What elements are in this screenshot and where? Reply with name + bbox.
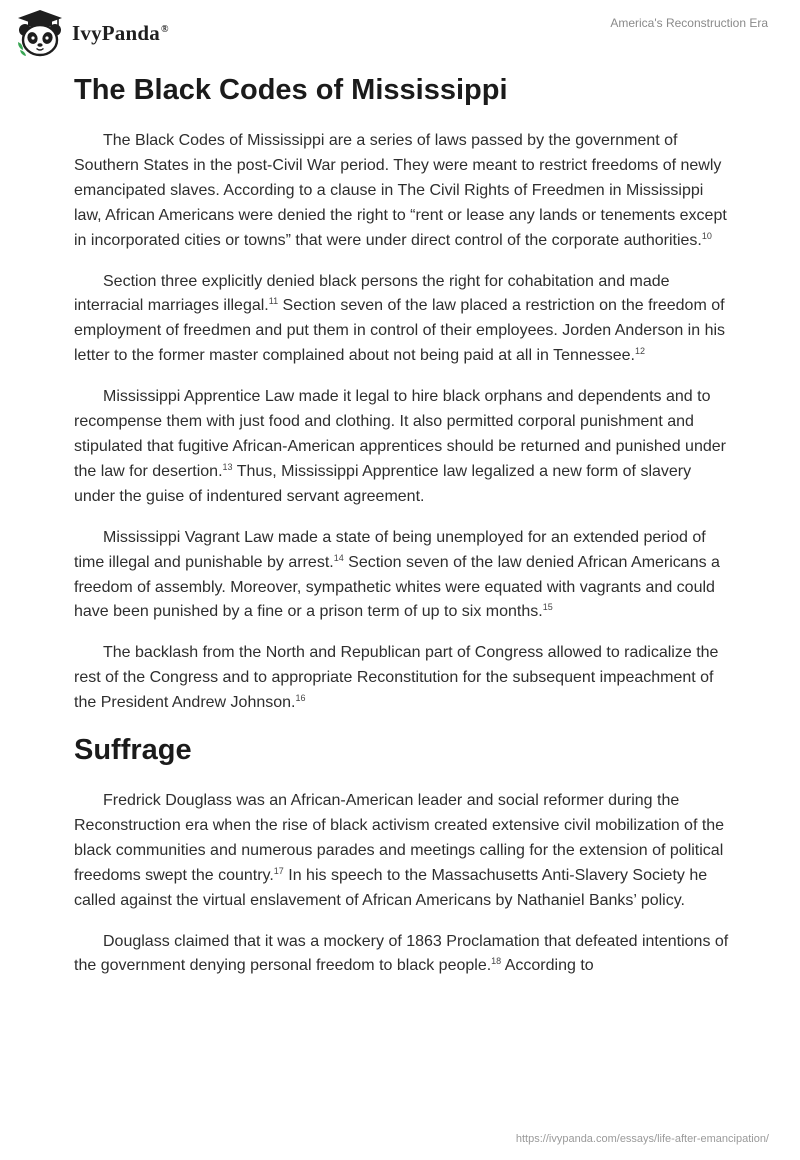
section-heading: The Black Codes of Mississippi <box>74 74 508 106</box>
paragraph-text: Douglass claimed that it was a mockery of 1863 Proclamation that defeated intentions of the government denying personal freedom to black people. <box>74 932 729 975</box>
paragraph <box>74 526 734 626</box>
section-heading: Suffrage <box>74 734 192 767</box>
panda-graduate-icon <box>14 8 66 58</box>
footnote-ref[interactable]: 16 <box>295 693 306 704</box>
paragraph <box>74 641 734 716</box>
source-url[interactable]: https://ivypanda.com/essays/life-after-emancipation/ <box>515 1133 769 1145</box>
essay-content <box>74 72 734 995</box>
paragraph-text: Section seven of the law placed a restriction on the freedom of employment of freedmen and put them in control of their employees. Jorden Anderson in his letter to the former master complained about not being paid at all in Tennessee. <box>74 297 726 365</box>
paragraph-text: Mississippi Vagrant Law made a state of being unemployed for an extended period of time illegal and punishable by arrest. <box>74 528 706 571</box>
paragraph-text: The backlash from the North and Republican part of Congress allowed to radicalize the rest of the Congress and to appropriate Reconstitution for the subsequent impeachment of the President Andrew Johnson. <box>74 644 719 712</box>
paragraph-text: The Black Codes of Mississippi are a series of laws passed by the government of Southern States in the post-Civil War period. They were meant to restrict freedoms of newly emancipated slaves. According to a clause in The Civil Rights of Freedmen in Mississippi law, African Americans were denied the right to “rent or lease any lands or tenements except in incorporated cities or towns” that were under direct control of the corporate authorities. <box>74 132 727 249</box>
footnote-ref[interactable]: 18 <box>491 956 502 967</box>
paragraph-text: Section three explicitly denied black persons the right for cohabitation and made interracial marriages illegal. <box>74 272 670 315</box>
ivypanda-logo[interactable] <box>14 8 169 58</box>
paragraph <box>74 930 734 980</box>
footnote-ref[interactable]: 17 <box>273 865 284 876</box>
paragraph-text: Mississippi Apprentice Law made it legal to hire black orphans and dependents and to recompense them with just food and clothing. It also permitted corporal punishment and stipulated that fugitive African-American apprentices should be returned and punished under the law for desertion. <box>74 388 726 480</box>
paragraph <box>74 789 734 914</box>
paragraph-text: Section seven of the law denied African Americans a freedom of assembly. Moreover, sympathetic whites were equated with vagrants and could have been punished by a fine or a prison term of up to six months. <box>74 553 720 621</box>
paragraph <box>74 129 734 254</box>
paragraph <box>74 270 734 370</box>
footnote-ref[interactable]: 12 <box>634 346 645 357</box>
paragraph-text: Thus, Mississippi Apprentice law legalized a new form of slavery under the guise of indentured servant agreement. <box>74 462 692 505</box>
footnote-ref[interactable]: 11 <box>268 296 279 307</box>
paragraph <box>74 385 734 510</box>
footnote-ref[interactable]: 15 <box>542 602 553 613</box>
footnote-ref[interactable]: 14 <box>333 552 344 563</box>
footnote-ref[interactable]: 13 <box>222 461 233 472</box>
footnote-ref[interactable]: 10 <box>701 230 712 241</box>
paragraph-text: In his speech to the Massachusetts Anti-Slavery Society he called against the virtual enslavement of African Americans by Nathaniel Banks’ policy. <box>74 866 708 909</box>
page-header <box>0 0 800 64</box>
document-title: America's Reconstruction Era <box>610 16 768 30</box>
paragraph-text: According to <box>501 957 594 975</box>
logo-text: IvyPanda® <box>72 20 169 45</box>
paragraph-text: Fredrick Douglass was an African-American leader and social reformer during the Reconstruction era when the rise of black activism created extensive civil mobilization of the black communities and numerous parades and meetings calling for the extension of political freedoms swept the country. <box>74 792 725 884</box>
